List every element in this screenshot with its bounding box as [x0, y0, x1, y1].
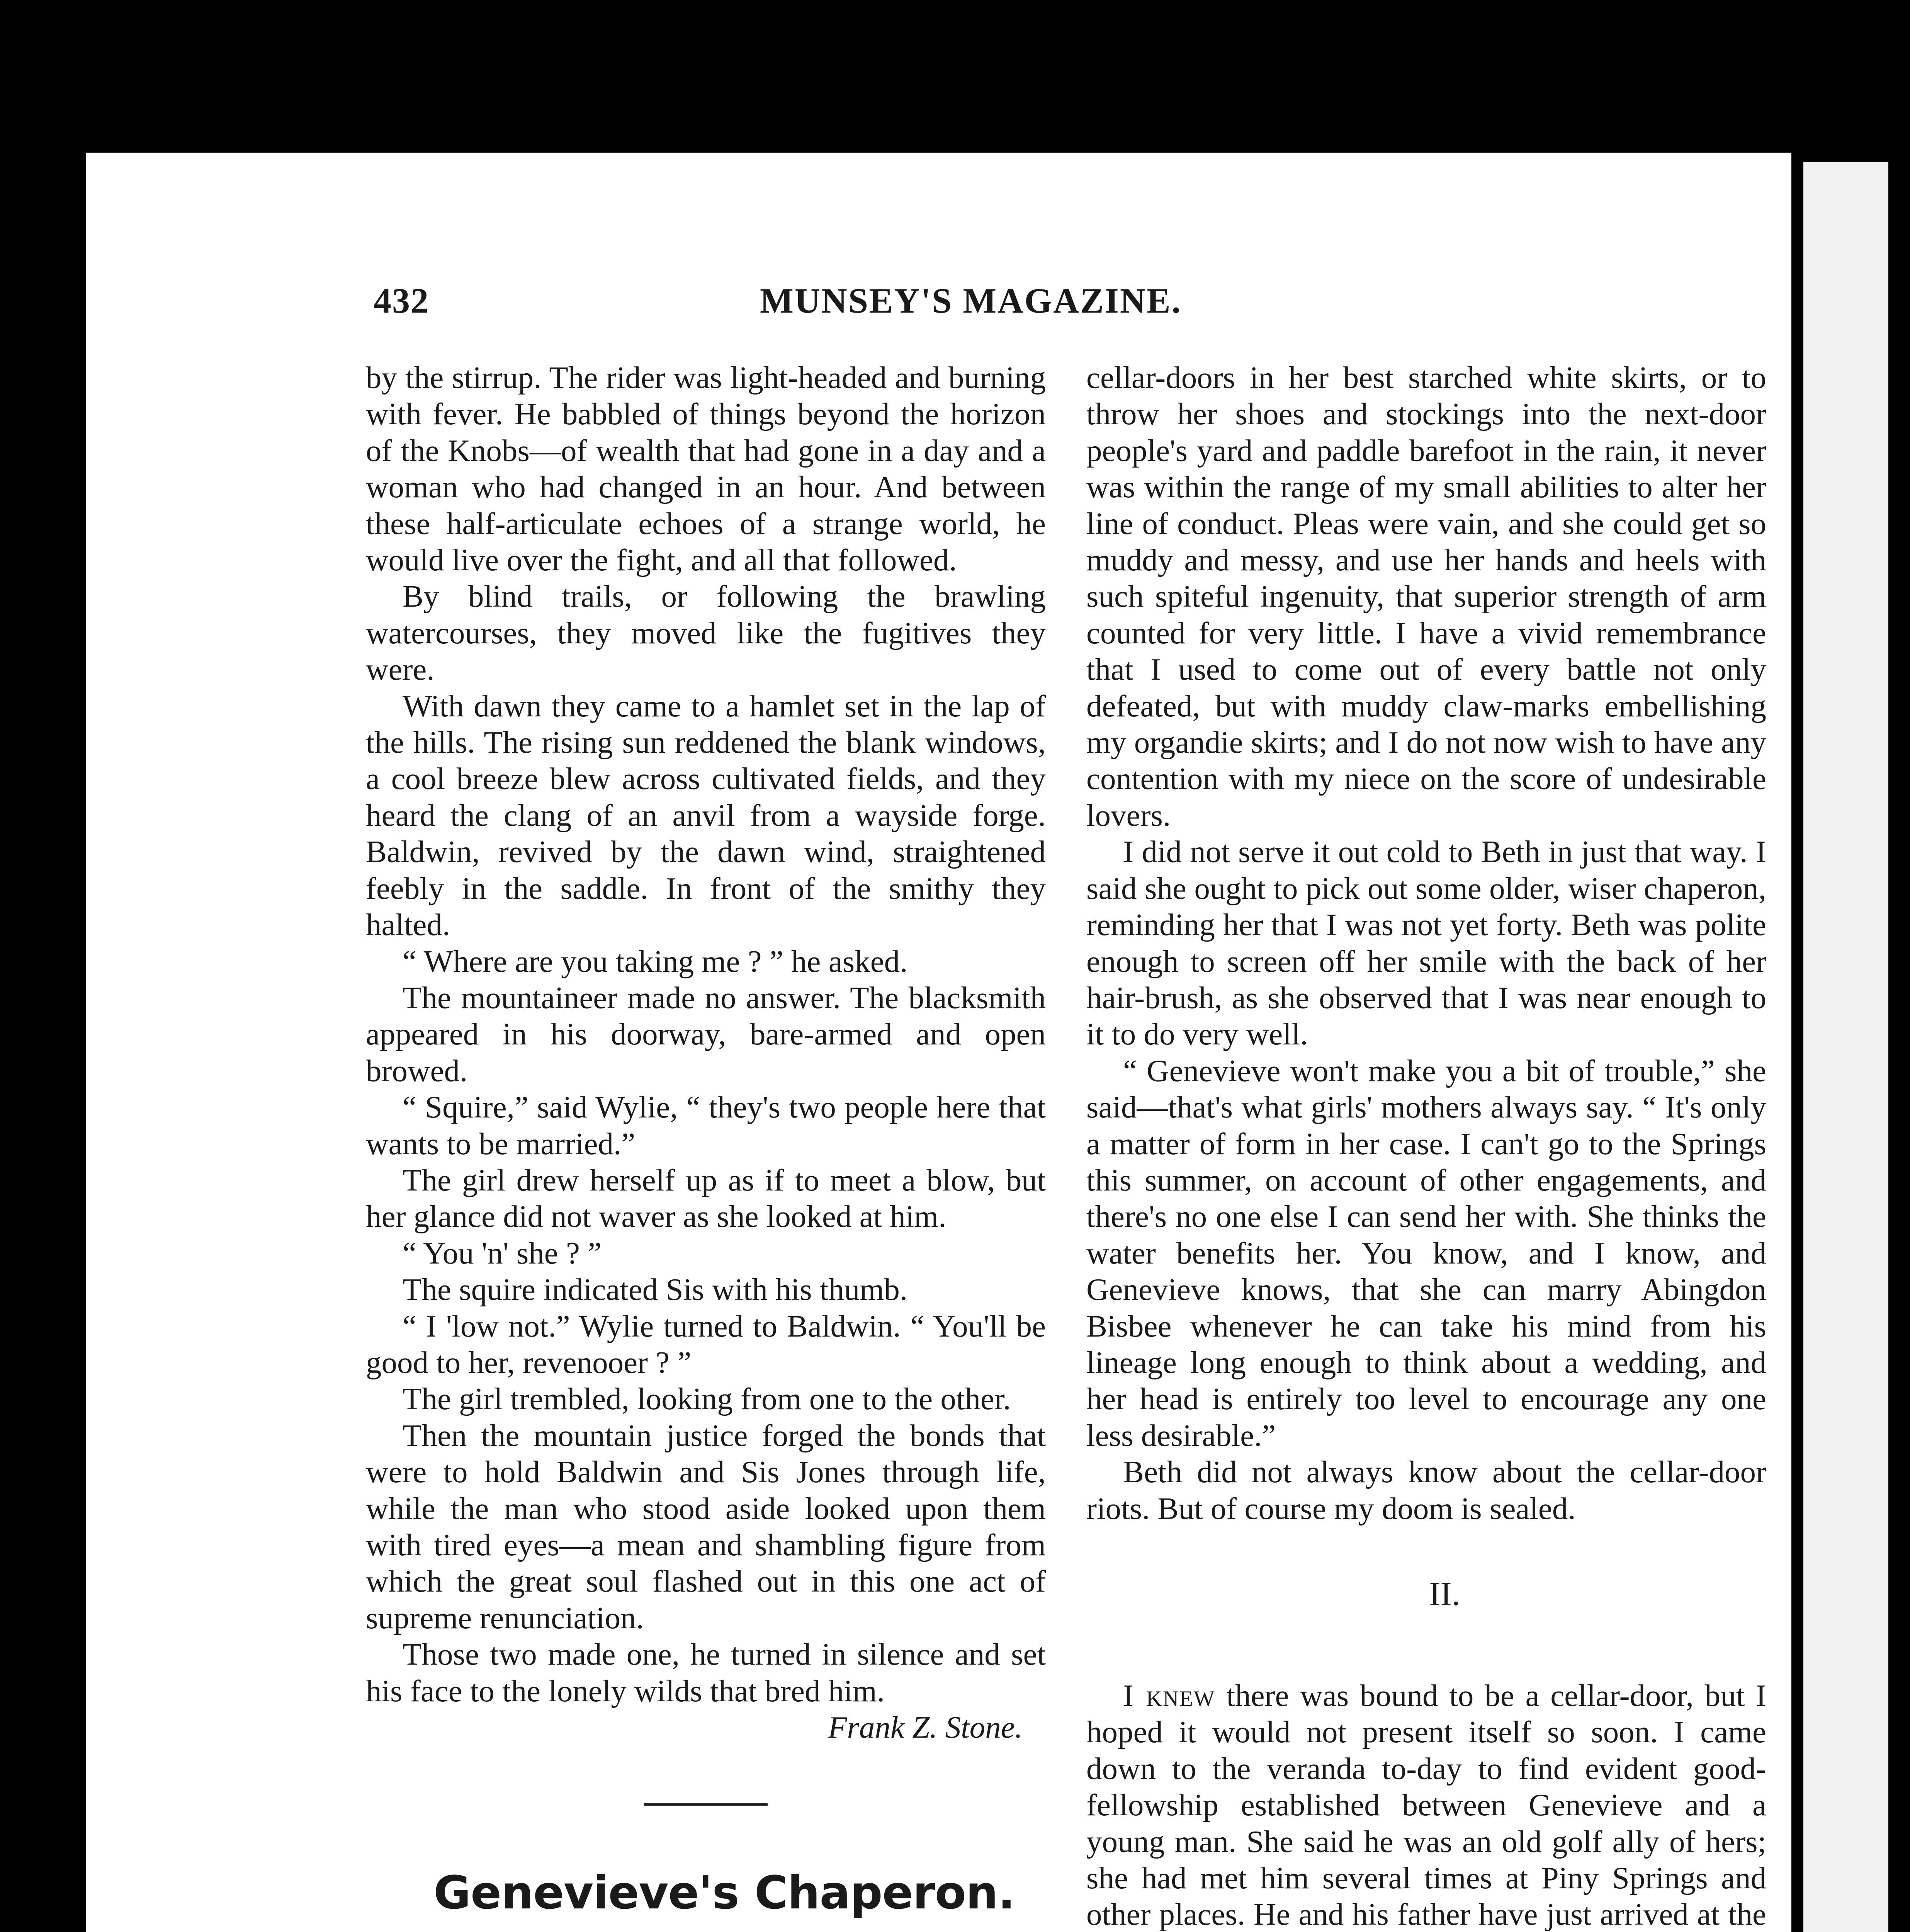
paragraph: Then the mountain justice forged the bonds that were to hold Baldwin and Sis Jones through life, while the man who stood aside looked upon them with tired eyes—a mean and shambling figure from which the great soul flashed out in this one act of supreme renunciation. — [366, 1418, 1046, 1635]
paragraph: The squire indicated Sis with his thumb. — [403, 1272, 908, 1307]
paragraph: I did not serve it out cold to Beth in just that way. I said she ought to pick out some older, wiser chaperon, reminding her that I was not yet forty. Beth was polite enough to screen off her smile with the back of her hair-brush, as she observed that I was near enough to it to do very well. — [1086, 834, 1766, 1052]
paragraph: “ I 'low not.” Wylie turned to Baldwin. “ You'll be good to her, revenooer ? ” — [366, 1308, 1046, 1380]
paragraph: The mountaineer made no answer. The blacksmith appeared in his doorway, bare-armed and open browed. — [366, 980, 1046, 1088]
paragraph: by the stirrup. The rider was light-headed and burning with fever. He babbled of things beyond the horizon of the Knobs—of wealth that had gone in a day and a woman who had changed in an hour. And between these half-articulate echoes of a strange world, he would live over the fight, and all that followed. — [366, 360, 1046, 578]
lead-in-smallcaps: I knew — [1123, 1678, 1215, 1713]
paragraph: “ You 'n' she ? ” — [403, 1235, 602, 1270]
section-numeral: II. — [1429, 1575, 1460, 1613]
section-divider — [644, 1803, 768, 1806]
paragraph: “ Genevieve won't make you a bit of trouble,” she said—that's what girls' mothers always say. “ It's only a matter of form in her case. I can't go to the Springs this summer, on account of other engagements, and there's no one else I can send her with. She thinks the water benefits her. You know, and I know, and Genevieve knows, that she can marry Abingdon Bisbee whenever he can take his mind from his lineage long enough to think about a wedding, and her head is entirely too level to encourage any one less desirable.” — [1086, 1053, 1766, 1453]
paragraph: “ Where are you taking me ? ” he asked. — [403, 944, 908, 979]
paragraph: cellar-doors in her best starched white skirts, or to throw her shoes and stockings into the next-door people's yard and paddle barefoot in the rain, it never was within the range of my small abilities to alter her line of conduct. Pleas were vain, and she could get so muddy and messy, and use her hands and heels with such spiteful ingenuity, that superior strength of arm counted for very little. I have a vivid remembrance that I used to come out of every battle not only defeated, but with muddy claw-marks embellishing my organdie skirts; and I do not now wish to have any contention with my niece on the score of undesirable lovers. — [1086, 360, 1767, 833]
page-header — [374, 280, 1469, 338]
author-signature: Frank Z. Stone. — [828, 1710, 1023, 1745]
paragraph: With dawn they came to a hamlet set in the lap of the hills. The rising sun reddened the blank windows, a cool breeze blew across cultivated fields, and they heard the clang of an anvil from a wayside forge. Baldwin, revived by the dawn wind, straightened feebly in the saddle. In front of the smithy they halted. — [366, 688, 1046, 942]
right-column — [1086, 359, 1766, 1932]
paragraph: By blind trails, or following the brawling watercourses, they moved like the fugitives they were. — [366, 579, 1046, 687]
page-number: 432 — [374, 281, 429, 320]
paragraph: Beth did not always know about the cellar-door riots. But of course my doom is sealed. — [1086, 1454, 1766, 1526]
paragraph: The girl drew herself up as if to meet a blow, but her glance did not waver as she looked at him. — [366, 1162, 1046, 1234]
section-numeral — [366, 1918, 1046, 1932]
paragraph: Those two made one, he turned in silence and set his face to the lonely wilds that bred him. — [366, 1637, 1046, 1708]
adjacent-page-edge — [1803, 162, 1888, 1932]
paragraph — [1086, 1677, 1766, 1932]
left-column — [366, 359, 1046, 1932]
magazine-page — [86, 153, 1791, 1932]
running-head: MUNSEY'S MAGAZINE. — [760, 281, 1182, 320]
story-title: Genevieve's Chaperon. — [433, 1866, 1015, 1920]
paragraph: “ Squire,” said Wylie, “ they's two people here that wants to be married.” — [366, 1090, 1046, 1161]
lead-in-text: there was bound to be a cellar-door, but I hoped it would not present itself so soon. I came down to the veranda to-day to find evident good-fellowship established between Genevieve and a young man. She said he was an old golf ally of hers; she had met him several times at Piny Springs and other places. He and his father have just arrived at the — [1086, 1678, 1767, 1932]
paragraph: The girl trembled, looking from one to the other. — [403, 1381, 1011, 1417]
